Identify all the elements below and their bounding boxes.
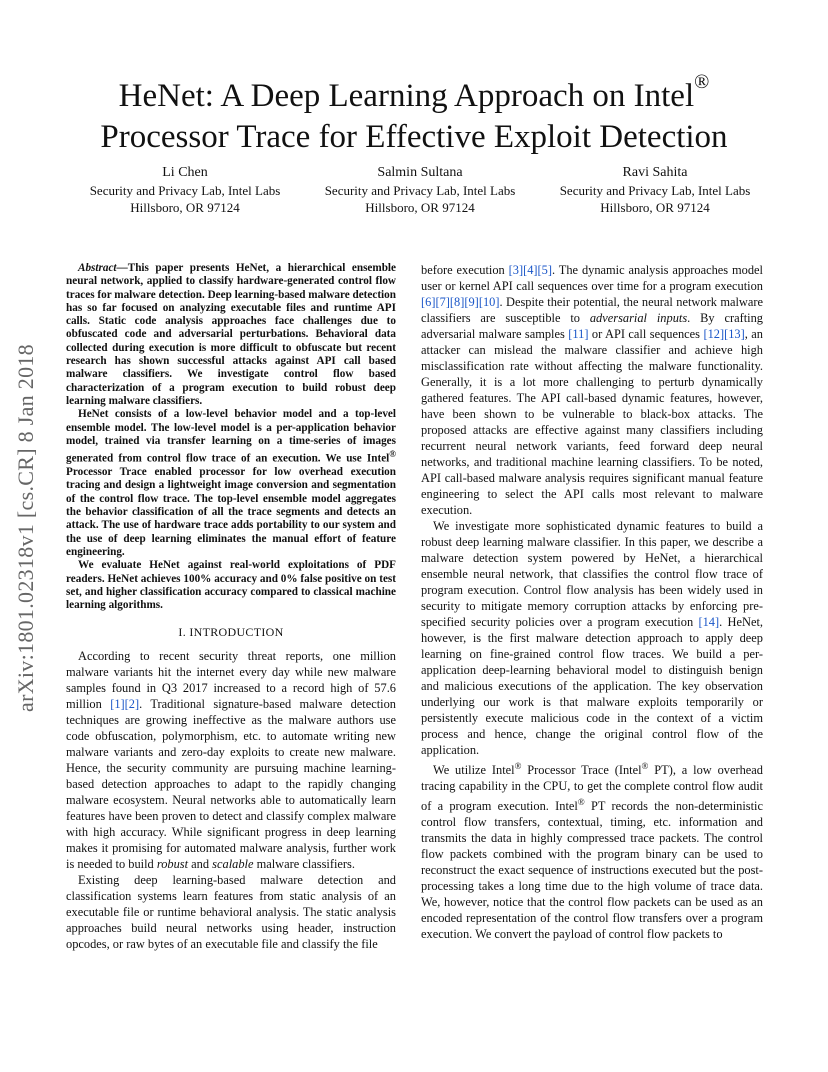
section-heading-introduction: I. INTRODUCTION [178,625,284,640]
abstract-paragraph-2b: Processor Trace enabled processor for low overhead execution tracing and design a lightweight image conversion and segmentation of the control flow trace. The top-level ensemble model aggregates the behavior classification of all the trace segments and detects an attack. The use of hardware trace adds portability to our system and the use of deep learning eliminates the manual effort of feature engineering. [66,466,396,558]
author-name: Salmin Sultana [377,165,463,180]
paper-title [0,68,828,158]
citation-link[interactable]: [9] [464,295,479,309]
abstract [66,262,396,612]
author-name: Ravi Sahita [622,165,688,180]
citation-link[interactable]: [10] [478,295,500,309]
citation-link[interactable]: [7] [435,295,450,309]
author-block [70,164,770,216]
citation-link[interactable]: [1] [110,697,125,712]
intro-paragraph-1: According to recent security threat reports, one million malware variants hit the internet every day while new malware samples found in Q3 2017 increased to a record high of 57.6 million [1][2]. Traditional signature-based malware detection techniques are growing ineffective as the malware authors use code obfuscation, polymorphism, etc. to automate writing new malware variants and zero-day exploits to create new malware. Hence, the security community are pursuing machine learning-based detection approaches to adapt to the rapidly changing malware ecosystem. Neural networks able to automatically learn features have been proven to detect and classify complex malware with high accuracy. While significant progress in deep learning makes it promising for automated malware analysis, further work is needed to build robust and scalable malware classifiers. [66,649,396,872]
author-affiliation: Security and Privacy Lab, Intel Labs [559,183,751,198]
citation-link[interactable]: [3] [508,263,524,277]
citation-link[interactable]: [6] [421,295,436,309]
author-location: Hillsboro, OR 97124 [600,200,710,215]
citation-link[interactable]: [8] [449,295,465,309]
abstract-paragraph-1: —This paper presents HeNet, a hierarchical ensemble neural network, applied to classify hardware-generated control flow traces for malware detection. Deep learning-based malware detection has so far focused on analyzing executable files and runtime API calls. Static code analysis approaches face challenges due to obfuscated code and adversarial perturbations. Behavioral data collected during execution is more difficult to obfuscate but recent research has shown successful attacks against API call based malware classifiers. We investigate control flow based characterization of a program execution to build robust deep learning malware classifiers. [66,262,396,407]
author-3 [540,164,770,216]
citation-link[interactable]: [2] [124,697,140,712]
citation-link[interactable]: [4] [523,263,538,277]
citation-link[interactable]: [14] [698,615,720,629]
author-name: Li Chen [162,165,208,180]
right-paragraph-2: We investigate more sophisticated dynamic features to build a robust deep learning malware classifier. In this paper, we describe a malware detection system powered by HeNet, a hierarchical ensemble neural network, that classifies the control flow trace of program execution. Control flow analysis has been widely used in security to mitigate memory corruption attacks by enforcing pre-specified security policies over a program execution [14]. HeNet, however, is the first malware detection approach to apply deep learning on fine-grained control flow traces. We build a per-application deep-learning behavioral model to distinguish benign and malicious executions of the application. The key observation underlying our work is that malware exploits temporarily or persistently execute malicious code in the context of a victim process and hence, change the original control flow of the application. [421,519,763,757]
author-affiliation: Security and Privacy Lab, Intel Labs [324,183,516,198]
author-location: Hillsboro, OR 97124 [130,200,240,215]
abstract-paragraph-2a: HeNet consists of a low-level behavior model and a top-level ensemble model. The low-level model is a per-application behavior model, trained via transfer learning on a time-series of images generated from control flow trace of an execution. We use Intel [66,408,396,465]
right-paragraph-1: before execution [3][4][5]. The dynamic analysis approaches model user or kernel API call sequences over time for a program execution [6][7][8][9][10]. Despite their potential, the neural network malware classifiers are susceptible to adversarial inputs. By crafting adversarial malware samples [11] or API call sequences [12][13], an attacker can mislead the malware classifier and achieve high misclassification rate without affecting the malware functionality. Generally, it is a lot more challenging to perturb dynamically gathered features. The API call-based dynamic features, however, have been shown to be vulnerable to black-box attacks. The proposed attacks are effective against many classifiers including recurrent neural network variants, feed forward deep neural networks, and traditional machine learning classifiers. To be noted, API call-based malware analysis requires significant manual feature engineering to select the API calls most relevant to malware execution. [421,263,763,517]
citation-link[interactable]: [5] [537,263,552,277]
author-1 [70,164,300,216]
registered-mark: ® [389,449,396,460]
registered-mark: ® [694,71,710,93]
intro-paragraph-2: Existing deep learning-based malware detection and classification systems learn features from static analysis of an executable file or runtime behavioral analysis. The static analysis approaches build neural networks using header, instruction opcodes, or raw bytes of an executable file and classify the file [66,873,396,952]
author-2 [305,164,535,216]
citation-link[interactable]: [13] [724,327,745,341]
title-line-1: HeNet: A Deep Learning Approach on Intel [118,78,695,114]
author-location: Hillsboro, OR 97124 [365,200,475,215]
arxiv-sidebar-stamp: arXiv:1801.02318v1 [cs.CR] 8 Jan 2018 [13,344,38,712]
left-column [66,262,396,952]
abstract-paragraph-3: We evaluate HeNet against real-world exploitations of PDF readers. HeNet achieves 100% accuracy and 0% false positive on test set, and higher classification accuracy compared to classical machine learning algorithms. [66,559,396,612]
title-line-2: Processor Trace for Effective Exploit Detection [100,119,728,155]
citation-link[interactable]: [11] [568,327,589,341]
abstract-lead: Abstract [78,262,117,274]
citation-link[interactable]: [12] [703,327,725,341]
right-column [421,262,763,942]
right-paragraph-3: We utilize Intel® Processor Trace (Intel® PT), a low overhead tracing capability in the CPU, to get the complete control flow audit of a program execution. Intel® PT records the non-deterministic control flow transfers, contextual, timing, etc. information and transmits the data in highly compressed trace packets. The control flow packets combined with the program binary can be used to reconstruct the exact sequence of instructions executed but the post-processing takes a long time due to the high volume of trace data. We, however, notice that the control flow packets can be used as an encoded representation of the control flow transfers over a program execution. We convert the payload of control flow packets to [421,761,763,942]
author-affiliation: Security and Privacy Lab, Intel Labs [89,183,281,198]
